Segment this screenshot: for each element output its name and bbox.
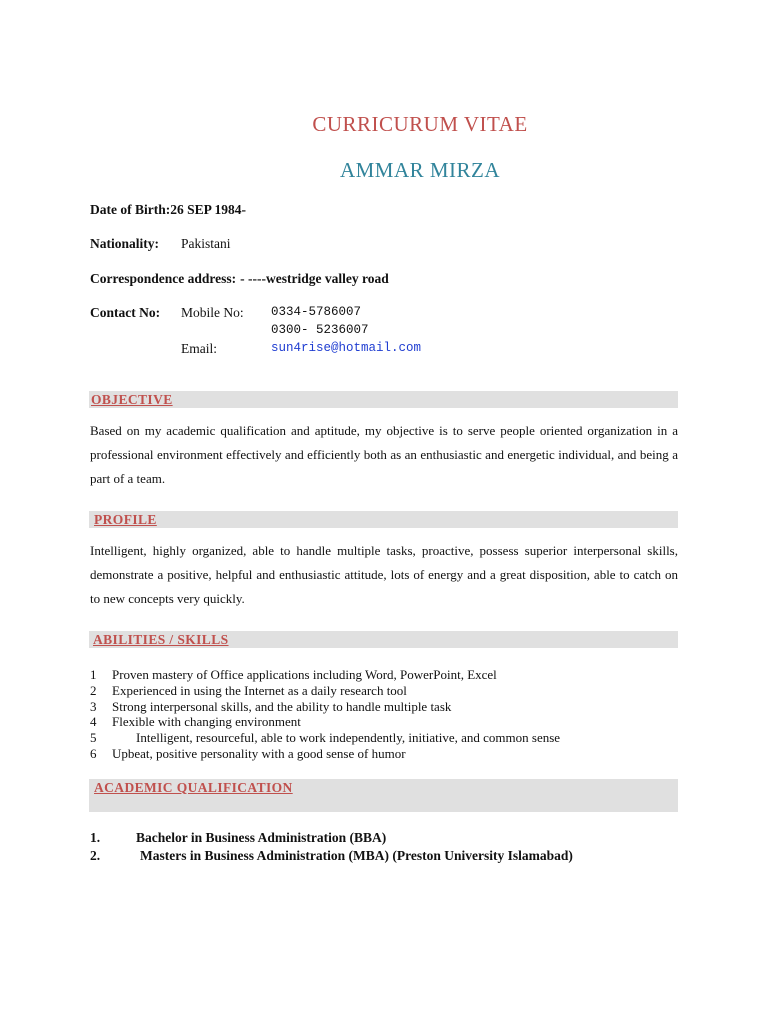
dob-value: 26 SEP 1984- (170, 202, 246, 217)
email-link[interactable]: sun4rise@hotmail.com (271, 341, 422, 355)
skill-item: Flexible with changing environment (112, 714, 301, 729)
nationality-label: Nationality: (90, 236, 159, 251)
dob-label: Date of Birth: (90, 202, 171, 217)
skill-item: Strong interpersonal skills, and the ability to handle multiple task (112, 699, 452, 714)
skill-number: 3 (90, 699, 97, 714)
skill-item: Proven mastery of Office applications including Word, PowerPoint, Excel (112, 667, 497, 682)
contact-label: Contact No: (90, 305, 161, 320)
qualification-item: Bachelor in Business Administration (BBA) (136, 830, 387, 845)
address-label: Correspondence address: (90, 271, 237, 286)
qualification-item: Masters in Business Administration (MBA) (Preston University Islamabad) (140, 848, 573, 863)
objective-heading-bar (89, 391, 678, 408)
skill-item: Upbeat, positive personality with a good sense of humor (112, 746, 406, 761)
profile-heading: PROFILE (94, 512, 157, 527)
objective-text: Based on my academic qualification and aptitude, my objective is to serve people oriented organization in a professional environment effectively and efficiently both as an enthusiastic and energetic individual, and being a part of a team. (90, 423, 678, 486)
mobile-number-2: 0300- 5236007 (271, 323, 369, 337)
address-value: - ----westridge valley road (240, 271, 389, 286)
skill-number: 1 (90, 667, 97, 682)
qualification-number: 2. (90, 848, 101, 863)
academic-heading: ACADEMIC QUALIFICATION (94, 780, 293, 795)
candidate-name: AMMAR MIRZA (339, 158, 501, 182)
skill-item: Experienced in using the Internet as a daily research tool (112, 683, 407, 698)
mobile-number-1: 0334-5786007 (271, 305, 362, 319)
skill-number: 2 (90, 683, 97, 698)
email-label: Email: (181, 341, 217, 356)
document-title: CURRICURUM VITAE (312, 112, 528, 136)
profile-text: Intelligent, highly organized, able to handle multiple tasks, proactive, possess superior interpersonal skills, demonstrate a positive, helpful and enthusiastic attitude, lots of energy and a great disposition, able to catch on to new concepts very quickly. (90, 543, 678, 606)
skill-number: 5 (90, 730, 97, 745)
dob-row (90, 201, 246, 219)
objective-heading: OBJECTIVE (91, 392, 173, 407)
skill-item: Intelligent, resourceful, able to work independently, initiative, and common sense (136, 730, 561, 745)
skills-heading: ABILITIES / SKILLS (93, 632, 229, 647)
skill-number: 6 (90, 746, 97, 761)
address-row (90, 270, 389, 288)
nationality-value: Pakistani (181, 236, 231, 251)
qualification-number: 1. (90, 830, 101, 845)
skill-number: 4 (90, 714, 97, 729)
profile-heading-bar (89, 511, 678, 528)
mobile-label: Mobile No: (181, 305, 244, 320)
